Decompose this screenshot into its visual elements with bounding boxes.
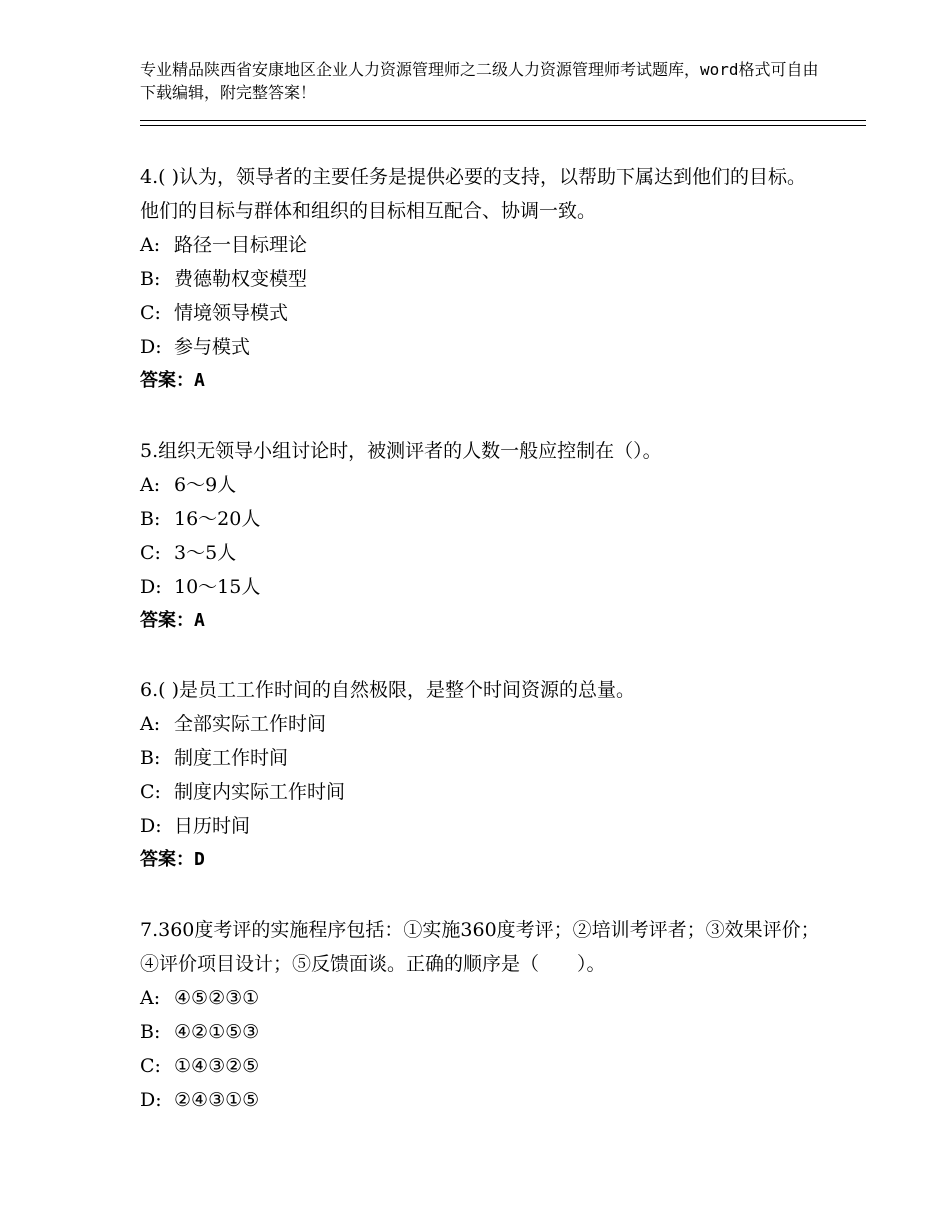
option-b [140, 1015, 820, 1049]
option-key: D: [140, 1089, 162, 1111]
question-stem: 4.( )认为，领导者的主要任务是提供必要的支持，以帮助下属达到他们的目标。他们的目标与群体和组织的目标相互配合、协调一致。 [140, 166, 806, 222]
option-b [140, 502, 820, 536]
option-text: ①④③②⑤ [174, 1055, 260, 1077]
option-a [140, 981, 820, 1015]
option-key: A: [140, 474, 161, 496]
option-text: 10～15人 [174, 576, 261, 598]
option-text: 3～5人 [174, 542, 237, 564]
option-text: 制度内实际工作时间 [174, 781, 346, 803]
option-d [140, 570, 820, 604]
option-key: B: [140, 1021, 161, 1043]
question-4 [140, 160, 820, 398]
option-key: D: [140, 576, 162, 598]
question-stem: 7.360度考评的实施程序包括：①实施360度考评；②培训考评者；③效果评价；④评价项目设计；⑤反馈面谈。正确的顺序是（ ）。 [140, 919, 820, 975]
option-key: B: [140, 268, 161, 290]
option-text: ④②①⑤③ [174, 1021, 260, 1043]
option-text: 16～20人 [174, 508, 261, 530]
answer-line: 答案：D [140, 849, 205, 870]
option-key: C: [140, 542, 161, 564]
option-d [140, 809, 820, 843]
answer-line: 答案：A [140, 370, 205, 391]
header-divider-bottom [140, 125, 866, 126]
question-7 [140, 913, 820, 1117]
option-key: D: [140, 336, 162, 358]
option-text: 费德勒权变模型 [174, 268, 308, 290]
option-key: A: [140, 713, 161, 735]
option-c [140, 536, 820, 570]
option-key: A: [140, 987, 161, 1009]
option-text: ④⑤②③① [174, 987, 260, 1009]
option-a [140, 468, 820, 502]
option-c [140, 296, 820, 330]
option-d [140, 1083, 820, 1117]
option-text: 路径一目标理论 [174, 234, 308, 256]
option-key: C: [140, 781, 161, 803]
option-a [140, 707, 820, 741]
option-c [140, 775, 820, 809]
question-6 [140, 673, 820, 877]
option-key: A: [140, 234, 161, 256]
option-text: 全部实际工作时间 [174, 713, 327, 735]
option-b [140, 741, 820, 775]
header-divider-top [140, 120, 866, 121]
option-b [140, 262, 820, 296]
option-key: B: [140, 508, 161, 530]
option-text: ②④③①⑤ [174, 1089, 260, 1111]
question-5 [140, 434, 820, 638]
option-key: C: [140, 1055, 161, 1077]
option-a [140, 228, 820, 262]
option-key: B: [140, 747, 161, 769]
option-text: 参与模式 [174, 336, 251, 358]
option-key: D: [140, 815, 162, 837]
option-text: 情境领导模式 [174, 302, 289, 324]
option-text: 制度工作时间 [174, 747, 289, 769]
question-stem: 6.( )是员工工作时间的自然极限，是整个时间资源的总量。 [140, 679, 635, 701]
option-text: 日历时间 [174, 815, 251, 837]
option-key: C: [140, 302, 161, 324]
option-d [140, 330, 820, 364]
option-text: 6～9人 [174, 474, 237, 496]
option-c [140, 1049, 820, 1083]
answer-line: 答案：A [140, 610, 205, 631]
document-header: 专业精品陕西省安康地区企业人力资源管理师之二级人力资源管理师考试题库，word格式可自由下载编辑，附完整答案！ [140, 60, 819, 102]
question-stem: 5.组织无领导小组讨论时，被测评者的人数一般应控制在（）。 [140, 440, 662, 462]
